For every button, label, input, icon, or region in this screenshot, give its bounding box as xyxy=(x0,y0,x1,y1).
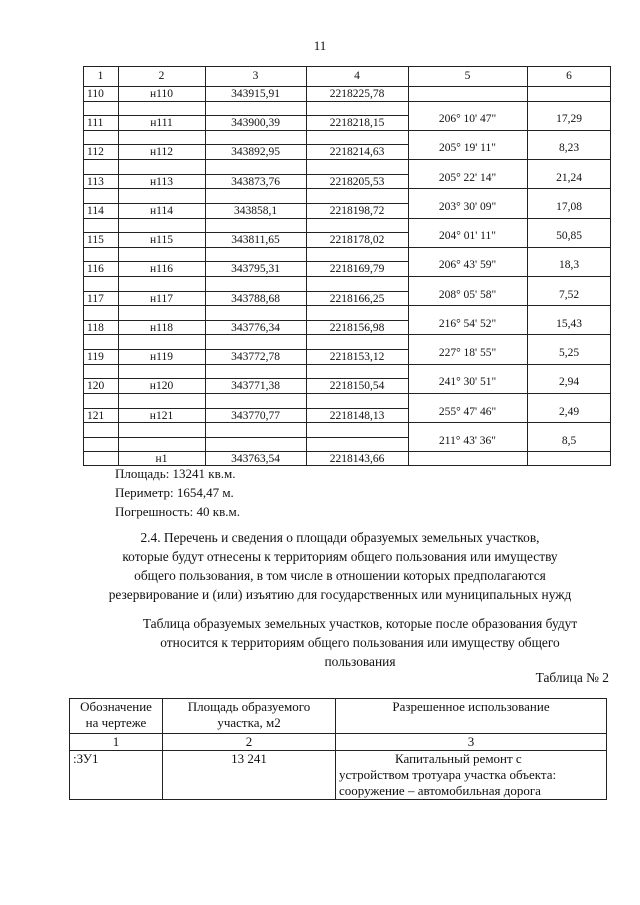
point-y: 2218143,66 xyxy=(329,453,385,466)
table-grid-line xyxy=(408,422,611,423)
table-grid-line xyxy=(83,101,408,102)
segment-length: 8,23 xyxy=(558,142,580,155)
table-grid-line xyxy=(83,393,408,394)
point-x: 343763,54 xyxy=(231,453,280,466)
table-grid-line xyxy=(408,247,611,248)
table-grid-line xyxy=(83,144,408,145)
point-name: н110 xyxy=(150,88,173,100)
point-name: н114 xyxy=(150,204,173,217)
table-grid-line xyxy=(83,349,408,350)
table-grid-line xyxy=(83,159,408,160)
point-name: н117 xyxy=(150,292,173,305)
point-x: 343811,65 xyxy=(231,234,280,247)
table-row xyxy=(70,751,607,800)
col-number: 3 xyxy=(336,734,607,751)
table-grid-line xyxy=(408,101,611,102)
table-grid-line xyxy=(83,437,408,438)
header-designation xyxy=(70,699,163,734)
plot-use-line: сооружение – автомобильная дорога xyxy=(339,783,541,798)
table-grid-line xyxy=(83,276,408,277)
point-y: 2218218,15 xyxy=(329,117,385,130)
point-number: 114 xyxy=(87,204,104,217)
point-y: 2218150,54 xyxy=(329,380,385,393)
col-number: 1 xyxy=(70,734,163,751)
point-x: 343776,34 xyxy=(231,321,280,334)
point-name: н118 xyxy=(150,321,173,334)
point-number: 120 xyxy=(87,380,105,393)
segment-angle: 241° 30' 51" xyxy=(438,376,497,389)
header-area xyxy=(163,699,336,734)
segment-length: 21,24 xyxy=(556,171,582,184)
table-grid-line xyxy=(408,305,611,306)
page-number: 11 xyxy=(313,38,327,53)
land-plots-table xyxy=(69,698,607,800)
table2-number: Таблица № 2 xyxy=(535,670,609,685)
table-grid-line xyxy=(83,232,408,233)
point-number: 110 xyxy=(87,88,104,100)
table2-caption-line: Таблица образуемых земельных участков, которые после образования будут xyxy=(142,616,578,631)
table-grid-line xyxy=(83,174,408,175)
table-grid-line xyxy=(408,276,611,277)
segment-angle: 204° 01' 11" xyxy=(439,230,496,243)
point-number: 119 xyxy=(87,351,104,364)
table-grid-line xyxy=(408,451,611,452)
header-text: участка, м2 xyxy=(217,715,281,730)
segment-length: 7,52 xyxy=(558,288,580,301)
header-use: Разрешенное использование xyxy=(336,699,607,734)
point-x: 343770,77 xyxy=(231,409,280,422)
plot-use xyxy=(336,751,607,800)
segment-length: 50,85 xyxy=(556,230,582,243)
plot-use-line: устройством тротуара участка объекта: xyxy=(339,767,557,782)
column-header: 3 xyxy=(252,70,259,82)
point-x: 343772,78 xyxy=(231,351,280,364)
segment-length: 17,29 xyxy=(556,113,582,126)
table2-caption-line: относится к территориям общего пользования или имуществу общего xyxy=(160,635,560,650)
point-y: 2218166,25 xyxy=(329,292,385,305)
point-y: 2218156,98 xyxy=(329,321,385,334)
point-y: 2218214,63 xyxy=(329,146,385,159)
section-heading-line: резервирование и (или) изъятию для государственных или муниципальных нужд xyxy=(108,587,572,602)
point-x: 343858,1 xyxy=(233,204,278,217)
column-header: 5 xyxy=(464,70,471,82)
segment-length: 5,25 xyxy=(558,347,580,360)
table-grid-line xyxy=(83,305,408,306)
area-summary: Площадь: 13241 кв.м. xyxy=(115,466,236,481)
table-grid-line xyxy=(83,320,408,321)
point-number: 117 xyxy=(87,292,104,305)
table2-caption xyxy=(80,614,640,671)
point-number: 116 xyxy=(87,263,104,276)
point-name: н120 xyxy=(149,380,174,393)
column-header: 4 xyxy=(354,70,360,82)
point-x: 343795,31 xyxy=(231,263,280,276)
point-y: 2218198,72 xyxy=(329,204,385,217)
segment-angle: 203° 30' 09" xyxy=(438,200,497,213)
table-grid-line xyxy=(408,188,611,189)
point-name: н112 xyxy=(150,146,173,159)
header-text: Площадь образуемого xyxy=(187,699,311,714)
table-number-row xyxy=(70,734,607,751)
point-name: н119 xyxy=(150,351,173,364)
table-grid-line xyxy=(83,261,408,262)
table-grid-line xyxy=(83,203,408,204)
point-number: 115 xyxy=(87,234,104,247)
table-grid-line xyxy=(83,130,408,131)
segment-angle: 216° 54' 52" xyxy=(438,317,497,330)
error-summary: Погрешность: 40 кв.м. xyxy=(115,504,240,519)
table-header-row xyxy=(70,699,607,734)
point-y: 2218153,12 xyxy=(329,351,385,364)
segment-angle: 255° 47' 46" xyxy=(438,405,497,418)
table-grid-line xyxy=(408,218,611,219)
segment-angle: 206° 10' 47" xyxy=(438,113,497,126)
column-header: 2 xyxy=(158,70,165,82)
point-y: 2218205,53 xyxy=(329,175,385,188)
segment-length: 15,43 xyxy=(556,317,582,330)
section-heading xyxy=(60,528,620,604)
point-y: 2218178,02 xyxy=(329,234,385,247)
segment-angle: 205° 22' 14" xyxy=(438,171,497,184)
perimeter-summary: Периметр: 1654,47 м. xyxy=(115,485,234,500)
point-x: 343771,38 xyxy=(231,380,280,393)
table-grid-line xyxy=(408,364,611,365)
segment-angle: 208° 05' 58" xyxy=(438,288,497,301)
table2-caption-line: пользования xyxy=(324,654,396,669)
table-grid-line xyxy=(83,291,408,292)
point-x: 343900,39 xyxy=(231,117,280,130)
table-grid-line xyxy=(83,408,408,409)
table-grid-line xyxy=(83,378,408,379)
point-y: 2218225,78 xyxy=(329,88,385,100)
coordinates-table xyxy=(83,66,611,466)
plot-use-line: Капитальный ремонт с xyxy=(395,751,522,766)
header-text: на чертеже xyxy=(85,715,147,730)
segment-angle: 227° 18' 55" xyxy=(438,347,497,360)
point-name: н113 xyxy=(150,175,173,188)
section-heading-line: которые будут отнесены к территориям общего пользования или имуществу xyxy=(122,549,558,564)
point-name: н1 xyxy=(155,453,168,466)
table-grid-line xyxy=(83,188,408,189)
point-x: 343915,91 xyxy=(231,88,280,100)
table-grid-line xyxy=(83,247,408,248)
plot-id: :ЗУ1 xyxy=(70,751,163,800)
point-name: н121 xyxy=(149,409,174,422)
header-text: Обозначение xyxy=(80,699,152,714)
plot-area: 13 241 xyxy=(163,751,336,800)
table-grid-line xyxy=(83,86,611,87)
table-grid-line xyxy=(83,66,84,466)
point-name: н111 xyxy=(150,117,173,130)
point-number: 121 xyxy=(87,409,105,422)
point-name: н116 xyxy=(150,263,173,276)
table-grid-line xyxy=(408,334,611,335)
table-grid-line xyxy=(408,159,611,160)
table-grid-line xyxy=(83,334,408,335)
point-x: 343892,95 xyxy=(231,146,280,159)
segment-length: 18,3 xyxy=(558,259,580,272)
table-grid-line xyxy=(83,115,408,116)
segment-angle: 211° 43' 36" xyxy=(439,434,496,447)
point-y: 2218169,79 xyxy=(329,263,385,276)
point-number: 113 xyxy=(87,175,104,188)
table-grid-line xyxy=(83,218,408,219)
section-heading-line: общего пользования, в том числе в отношении которых предполагаются xyxy=(134,568,546,583)
table-grid-line xyxy=(408,130,611,131)
segment-angle: 205° 19' 11" xyxy=(439,142,496,155)
point-number: 111 xyxy=(87,117,104,130)
segment-angle: 206° 43' 59" xyxy=(438,259,497,272)
col-number: 2 xyxy=(163,734,336,751)
point-y: 2218148,13 xyxy=(329,409,385,422)
table-grid-line xyxy=(83,66,611,67)
point-number: 112 xyxy=(87,146,104,159)
table-grid-line xyxy=(83,451,408,452)
segment-length: 8,5 xyxy=(561,434,577,447)
column-header: 6 xyxy=(566,70,572,82)
point-x: 343873,76 xyxy=(231,175,280,188)
point-number: 118 xyxy=(87,321,104,334)
section-heading-line: 2.4. Перечень и сведения о площади образуемых земельных участков, xyxy=(140,530,540,545)
table-grid-line xyxy=(83,422,408,423)
segment-length: 2,94 xyxy=(558,376,580,389)
table-grid-line xyxy=(408,393,611,394)
point-x: 343788,68 xyxy=(231,292,280,305)
point-name: н115 xyxy=(150,234,173,247)
table-grid-line xyxy=(83,364,408,365)
segment-length: 2,49 xyxy=(558,405,580,418)
segment-length: 17,08 xyxy=(556,200,582,213)
column-header: 1 xyxy=(97,70,104,82)
